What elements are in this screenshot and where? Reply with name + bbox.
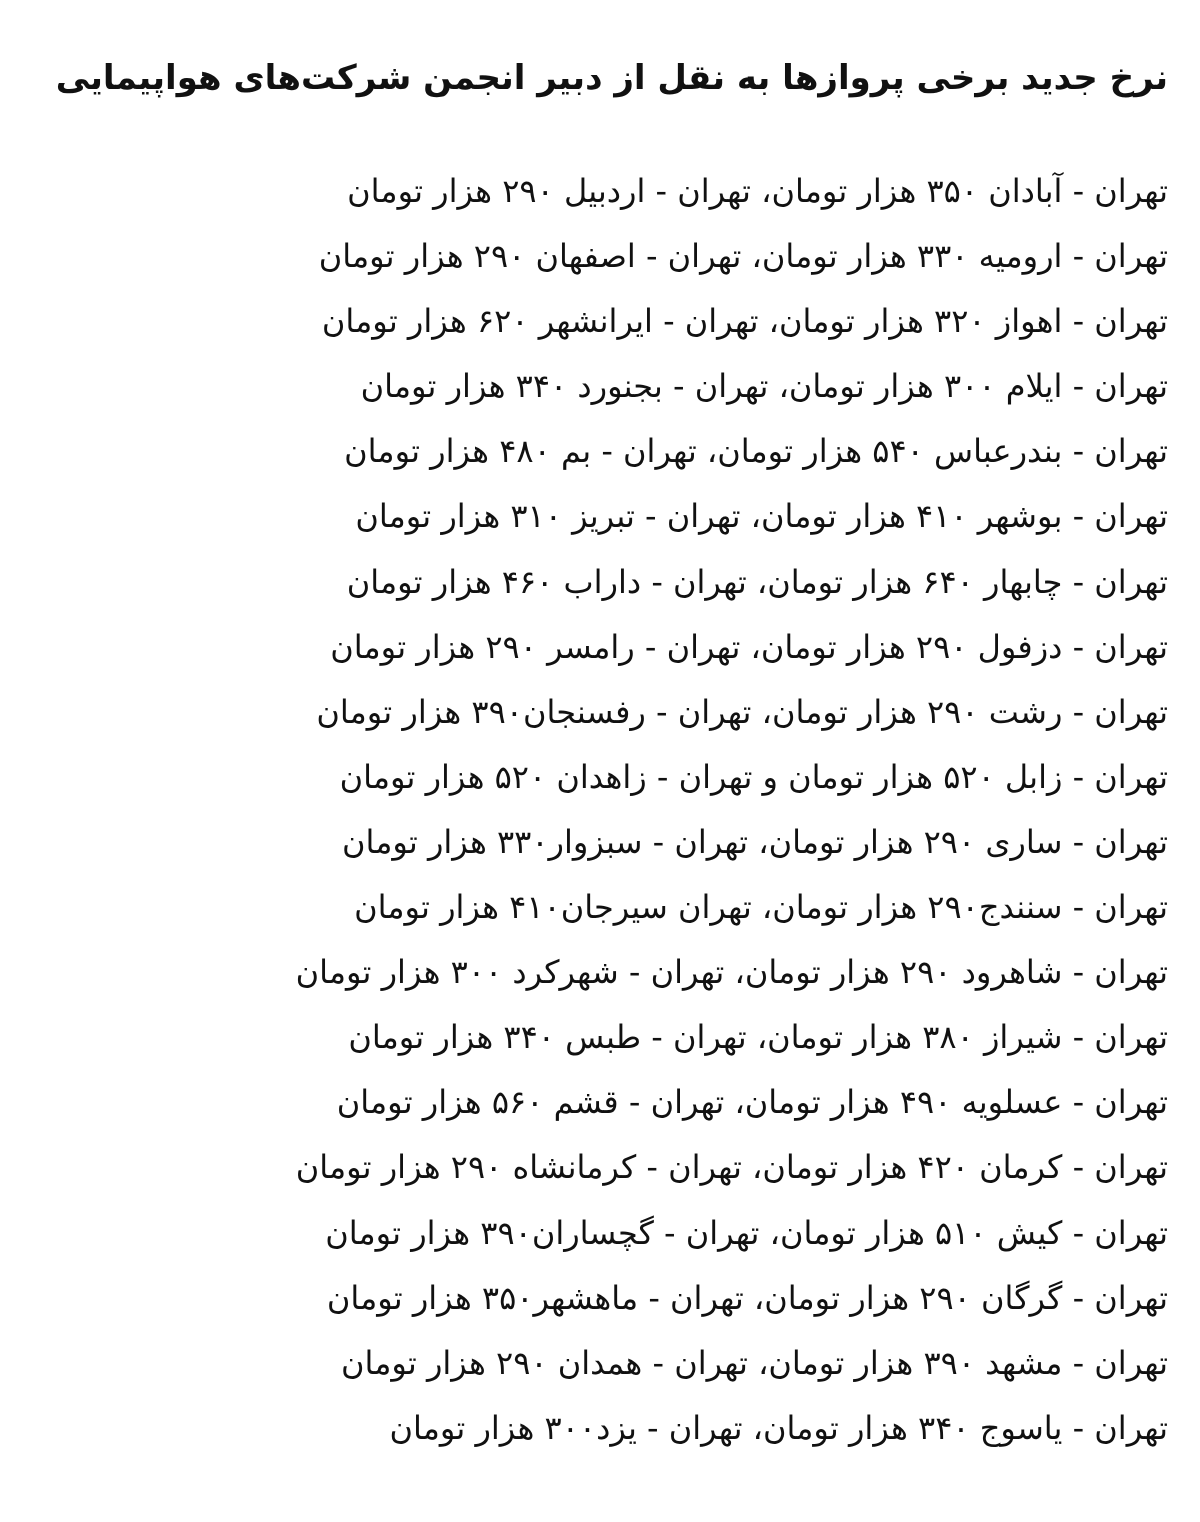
fare-line: تهران - اهواز ۳۲۰ هزار تومان، تهران - ایرانشهر ۶۲۰ هزار تومان	[321, 302, 1168, 341]
fare-line: تهران - کیش ۵۱۰ هزار تومان، تهران - گچساران۳۹۰ هزار تومان	[325, 1213, 1168, 1252]
fare-line: تهران - سنندج۲۹۰ هزار تومان، تهران سیرجان۴۱۰ هزار تومان	[354, 888, 1168, 927]
fare-line: تهران - مشهد ۳۹۰ هزار تومان، تهران - همدان ۲۹۰ هزار تومان	[340, 1343, 1168, 1382]
fare-line: تهران - گرگان ۲۹۰ هزار تومان، تهران - ماهشهر۳۵۰ هزار تومان	[326, 1278, 1168, 1317]
fare-line: تهران - ارومیه ۳۳۰ هزار تومان، تهران - اصفهان ۲۹۰ هزار تومان	[318, 237, 1168, 276]
fare-line: تهران - رشت ۲۹۰ هزار تومان، تهران - رفسنجان۳۹۰ هزار تومان	[316, 692, 1168, 731]
fare-line: تهران - بندرعباس ۵۴۰ هزار تومان، تهران - بم ۴۸۰ هزار تومان	[344, 432, 1168, 471]
fare-line: تهران - دزفول ۲۹۰ هزار تومان، تهران - رامسر ۲۹۰ هزار تومان	[330, 627, 1168, 666]
fare-line: تهران - ساری ۲۹۰ هزار تومان، تهران - سبزوار۳۳۰ هزار تومان	[341, 822, 1168, 861]
fare-line: تهران - چابهار ۶۴۰ هزار تومان، تهران - داراب ۴۶۰ هزار تومان	[346, 562, 1168, 601]
fare-line: تهران - ایلام ۳۰۰ هزار تومان، تهران - بجنورد ۳۴۰ هزار تومان	[360, 367, 1168, 406]
fare-line: تهران - آبادان ۳۵۰ هزار تومان، تهران - اردبیل ۲۹۰ هزار تومان	[347, 172, 1168, 210]
fare-line: تهران - کرمان ۴۲۰ هزار تومان، تهران - کرمانشاه ۲۹۰ هزار تومان	[295, 1148, 1168, 1187]
fare-line: تهران - یاسوج ۳۴۰ هزار تومان، تهران - یزد۳۰۰ هزار تومان	[389, 1408, 1168, 1447]
fare-line: تهران - عسلویه ۴۹۰ هزار تومان، تهران - قشم ۵۶۰ هزار تومان	[336, 1083, 1168, 1122]
fare-line: تهران - بوشهر ۴۱۰ هزار تومان، تهران - تبریز ۳۱۰ هزار تومان	[355, 497, 1168, 536]
fare-line: تهران - شاهرود ۲۹۰ هزار تومان، تهران - شهرکرد ۳۰۰ هزار تومان	[295, 953, 1168, 992]
fare-list	[20, 159, 1168, 1461]
document-title: نرخ جدید برخی پروازها به نقل از دبیر انجمن شرکت‌های هواپیمایی	[55, 58, 1168, 98]
fare-line: تهران - زابل ۵۲۰ هزار تومان و تهران - زاهدان ۵۲۰ هزار تومان	[339, 757, 1168, 796]
fare-line: تهران - شیراز ۳۸۰ هزار تومان، تهران - طبس ۳۴۰ هزار تومان	[348, 1018, 1168, 1057]
